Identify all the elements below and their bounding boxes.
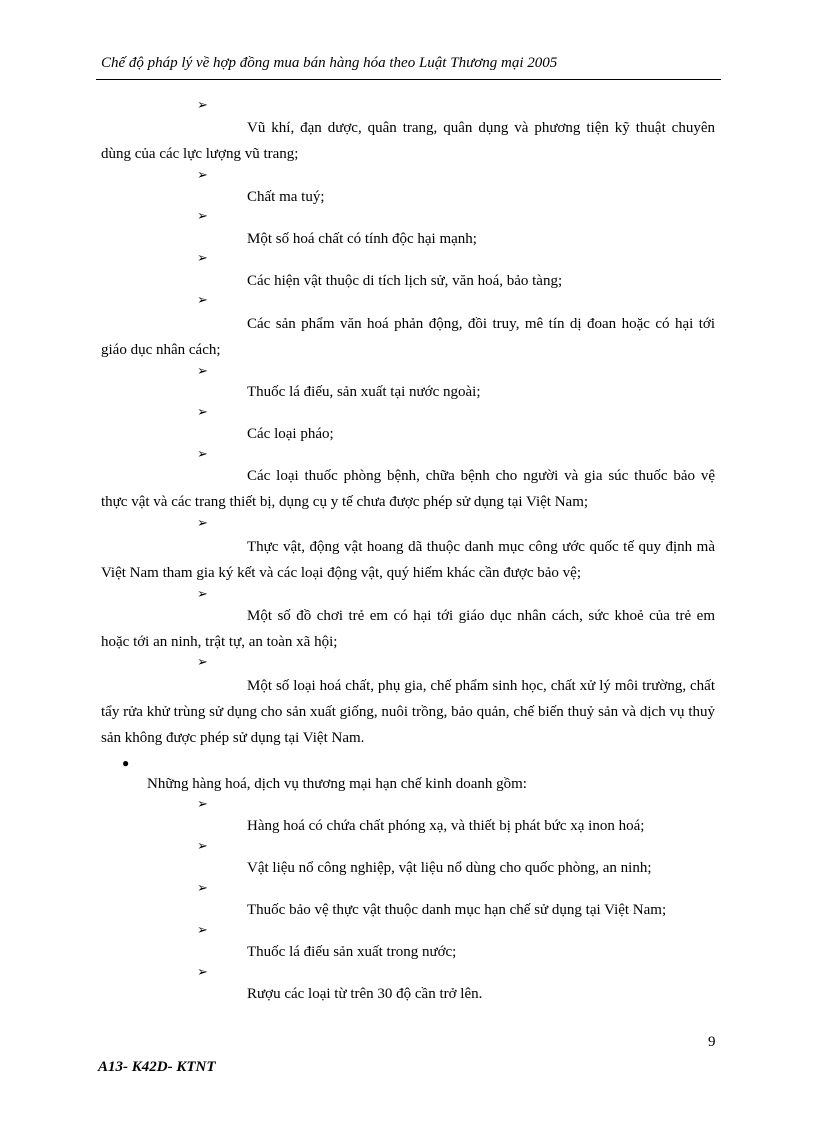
- arrow-bullet-icon: ➢: [197, 250, 208, 265]
- list-item: Hàng hoá có chứa chất phóng xạ, và thiết bị phát bức xạ inon hoá;: [247, 818, 645, 834]
- list-item: Vũ khí, đạn dược, quân trang, quân dụng và phương tiện kỹ thuật chuyên dùng của các lực lượng vũ trang;: [101, 120, 715, 162]
- arrow-bullet-icon: ➢: [197, 586, 208, 601]
- arrow-bullet-icon: ➢: [197, 838, 208, 853]
- arrow-bullet-icon: ➢: [197, 796, 208, 811]
- page-footer: A13- K42D- KTNT: [98, 1059, 216, 1075]
- arrow-bullet-icon: ➢: [197, 880, 208, 895]
- arrow-bullet-icon: ➢: [197, 964, 208, 979]
- round-bullet-icon: ●: [122, 756, 130, 770]
- arrow-bullet-icon: ➢: [197, 404, 208, 419]
- arrow-bullet-icon: ➢: [197, 515, 208, 530]
- list-item: Một số loại hoá chất, phụ gia, chế phẩm sinh học, chất xử lý môi trường, chất tẩy rửa khử trùng sử dụng cho sản xuất giống, nuôi trồng, bảo quản, chế biến thuỷ sản và dịch vụ thuỷ sản không được phép sử dụng tại Việt Nam.: [101, 678, 715, 746]
- list-item: Một số hoá chất có tính độc hại mạnh;: [247, 231, 477, 247]
- list-item: Các loại pháo;: [247, 426, 334, 442]
- page-header-title: Chế độ pháp lý về hợp đồng mua bán hàng hóa theo Luật Thương mại 2005: [101, 55, 558, 71]
- arrow-bullet-icon: ➢: [197, 97, 208, 112]
- header-divider: [96, 79, 721, 80]
- list-item: Thực vật, động vật hoang dã thuộc danh mục công ước quốc tế quy định mà Việt Nam tham gia ký kết và các loại động vật, quý hiếm khác cần được bảo vệ;: [101, 539, 715, 581]
- list-item: Chất ma tuý;: [247, 189, 325, 205]
- arrow-bullet-icon: ➢: [197, 292, 208, 307]
- list-item: Rượu các loại từ trên 30 độ cần trở lên.: [247, 986, 483, 1002]
- page-number: 9: [708, 1034, 716, 1050]
- arrow-bullet-icon: ➢: [197, 208, 208, 223]
- list-item: Một số đồ chơi trẻ em có hại tới giáo dục nhân cách, sức khoẻ của trẻ em hoặc tới an ninh, trật tự, an toàn xã hội;: [101, 608, 715, 650]
- arrow-bullet-icon: ➢: [197, 446, 208, 461]
- list-item: Vật liệu nổ công nghiệp, vật liệu nổ dùng cho quốc phòng, an ninh;: [247, 860, 652, 876]
- arrow-bullet-icon: ➢: [197, 654, 208, 669]
- list-item: Các loại thuốc phòng bệnh, chữa bệnh cho người và gia súc thuốc bảo vệ thực vật và các trang thiết bị, dụng cụ y tế chưa được phép sử dụng tại Việt Nam;: [101, 468, 715, 510]
- list-item: Các hiện vật thuộc di tích lịch sử, văn hoá, bảo tàng;: [247, 273, 563, 289]
- list-item: Các sản phẩm văn hoá phản động, đồi truy, mê tín dị đoan hoặc có hại tới giáo dục nhân cách;: [101, 316, 715, 358]
- arrow-bullet-icon: ➢: [197, 167, 208, 182]
- list-item: Thuốc bảo vệ thực vật thuộc danh mục hạn chế sử dụng tại Việt Nam;: [247, 902, 667, 918]
- list-item: Thuốc lá điếu, sản xuất tại nước ngoài;: [247, 384, 481, 400]
- arrow-bullet-icon: ➢: [197, 363, 208, 378]
- restricted-heading: Những hàng hoá, dịch vụ thương mại hạn chế kinh doanh gồm:: [147, 776, 527, 792]
- arrow-bullet-icon: ➢: [197, 922, 208, 937]
- list-item: Thuốc lá điếu sản xuất trong nước;: [247, 944, 457, 960]
